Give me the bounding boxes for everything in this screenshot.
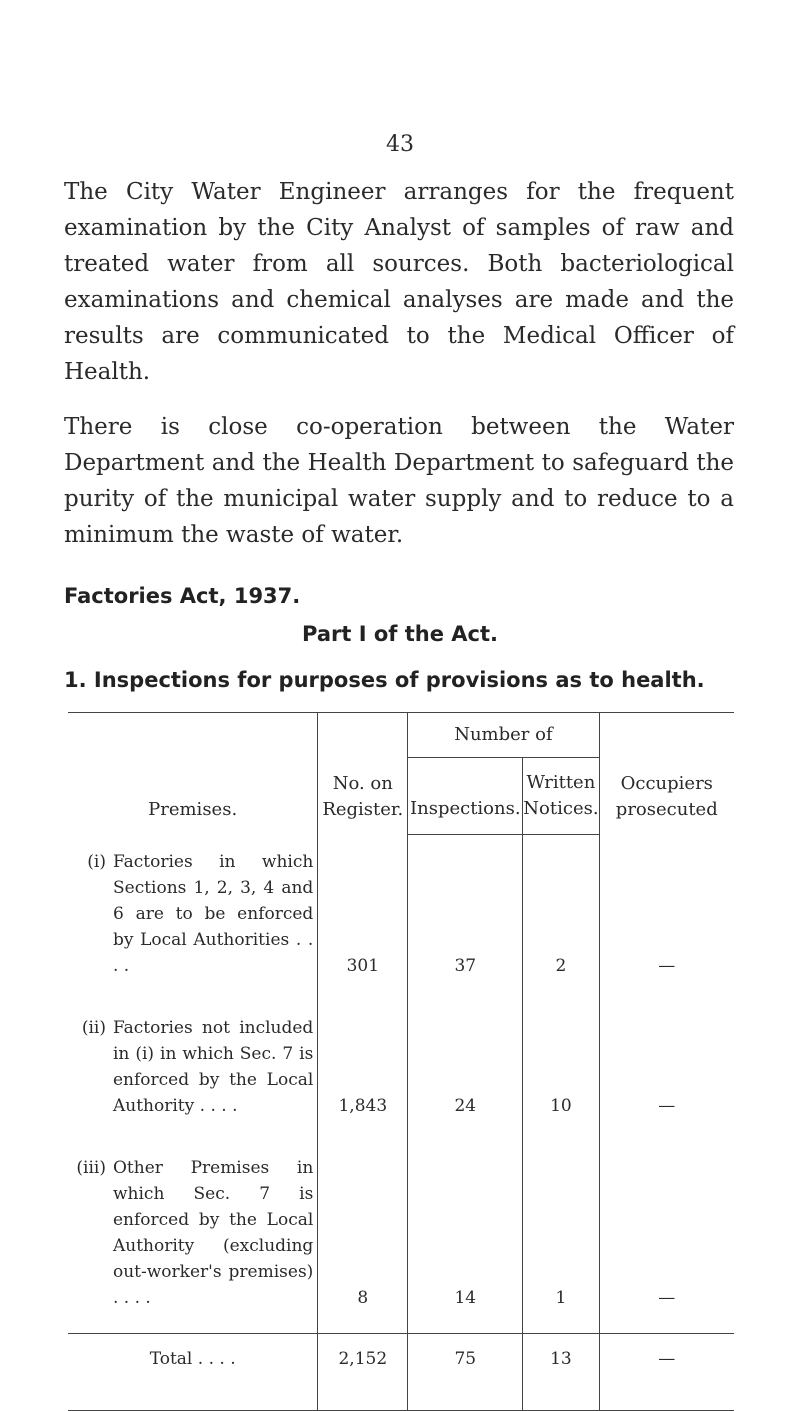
total-inspections: 75 bbox=[408, 1333, 523, 1410]
written-notices-count: 2 bbox=[523, 835, 599, 1001]
register-count: 1,843 bbox=[318, 1001, 408, 1141]
header-occupiers-prosecuted: Occupiers prosecuted bbox=[599, 713, 734, 835]
page-number: 43 bbox=[386, 132, 414, 157]
heading-inspections: 1. Inspections for purposes of provisions as to health. bbox=[64, 668, 705, 692]
heading-factories-act: Factories Act, 1937. bbox=[64, 584, 301, 608]
inspections-count: 37 bbox=[408, 835, 523, 1001]
total-register: 2,152 bbox=[318, 1333, 408, 1410]
header-inspections: Inspections. bbox=[408, 758, 523, 835]
written-notices-count: 10 bbox=[523, 1001, 599, 1141]
register-count: 8 bbox=[318, 1141, 408, 1334]
row-marker: (iii) bbox=[76, 1157, 106, 1178]
total-label: Total . . . . bbox=[68, 1333, 318, 1410]
header-number-of: Number of bbox=[408, 713, 599, 758]
paragraph-water-examination: The City Water Engineer arranges for the frequent examination by the City Analyst of samples of raw and treated water from all sources. Both bacteriological examinations and chemical analyses are made and the results are communicated to the Medical Officer of Health. bbox=[64, 179, 734, 385]
paragraph-cooperation: There is close co-operation between the Water Department and the Health Department to safeguard the purity of the municipal water supply and to reduce to a minimum the waste of water. bbox=[64, 414, 734, 548]
total-occupiers-prosecuted: — bbox=[599, 1333, 734, 1410]
inspections-count: 14 bbox=[408, 1141, 523, 1334]
occupiers-prosecuted-count: — bbox=[599, 1001, 734, 1141]
header-written-notices: Written Notices. bbox=[523, 758, 599, 835]
written-notices-count: 1 bbox=[523, 1141, 599, 1334]
table-row bbox=[68, 1141, 734, 1334]
premises-description: Factories in which Sections 1, 2, 3, 4 and 6 are to be enforced by Local Authorities . . . . bbox=[113, 851, 314, 976]
inspections-count: 24 bbox=[408, 1001, 523, 1141]
premises-description: Factories not included in (i) in which Sec. 7 is enforced by the Local Authority . . . . bbox=[113, 1017, 314, 1116]
header-premises: Premises. bbox=[148, 798, 238, 820]
row-marker: (ii) bbox=[81, 1017, 106, 1038]
occupiers-prosecuted-count: — bbox=[599, 835, 734, 1001]
total-written-notices: 13 bbox=[523, 1333, 599, 1410]
premises-description: Other Premises in which Sec. 7 is enforced by the Local Authority (excluding out-worker's premises) . . . . bbox=[113, 1157, 314, 1308]
register-count: 301 bbox=[318, 835, 408, 1001]
row-marker: (i) bbox=[87, 851, 106, 872]
header-no-on-register: No. on Register. bbox=[318, 713, 408, 835]
occupiers-prosecuted-count: — bbox=[599, 1141, 734, 1334]
table-row bbox=[68, 835, 734, 1001]
inspections-table bbox=[68, 712, 734, 1411]
heading-part-one: Part I of the Act. bbox=[302, 622, 498, 646]
table-row bbox=[68, 1001, 734, 1141]
